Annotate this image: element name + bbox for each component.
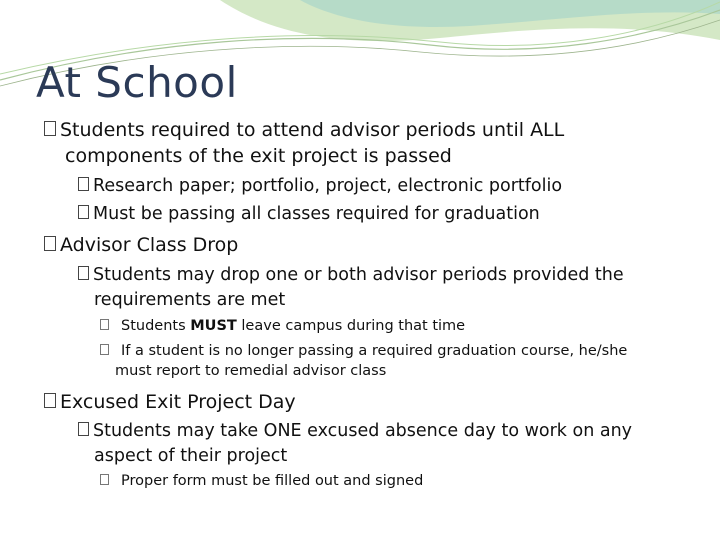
section-1-heading: Students required to attend advisor periods until ALL bbox=[44, 119, 564, 141]
bullet-box-icon bbox=[100, 474, 109, 485]
bullet-box-icon bbox=[78, 266, 89, 280]
section-2-heading: Advisor Class Drop bbox=[44, 234, 238, 256]
section-1-heading-cont: components of the exit project is passed bbox=[65, 145, 452, 167]
bullet-box-icon bbox=[78, 177, 89, 191]
bullet-box-icon bbox=[78, 422, 89, 436]
sub-list-item: Proper form must be filled out and signed bbox=[100, 473, 423, 489]
bullet-box-icon bbox=[100, 344, 109, 355]
section-3-heading: Excused Exit Project Day bbox=[44, 391, 296, 413]
slide-title: At School bbox=[36, 58, 238, 107]
list-item-cont: aspect of their project bbox=[94, 446, 288, 466]
bullet-box-icon bbox=[44, 393, 56, 408]
sub-list-item: Students MUST leave campus during that time bbox=[100, 318, 465, 334]
list-item: Research paper; portfolio, project, electronic portfolio bbox=[78, 176, 562, 196]
sub-list-item: If a student is no longer passing a required graduation course, he/she bbox=[100, 343, 627, 359]
list-item: Must be passing all classes required for graduation bbox=[78, 204, 540, 224]
list-item-cont: requirements are met bbox=[94, 290, 286, 310]
list-item: Students may take ONE excused absence day to work on any bbox=[78, 421, 632, 441]
bullet-box-icon bbox=[78, 205, 89, 219]
bullet-box-icon bbox=[44, 121, 56, 136]
bullet-box-icon bbox=[44, 236, 56, 251]
sub-list-item-cont: must report to remedial advisor class bbox=[115, 363, 387, 379]
bullet-box-icon bbox=[100, 319, 109, 330]
list-item: Students may drop one or both advisor periods provided the bbox=[78, 265, 624, 285]
